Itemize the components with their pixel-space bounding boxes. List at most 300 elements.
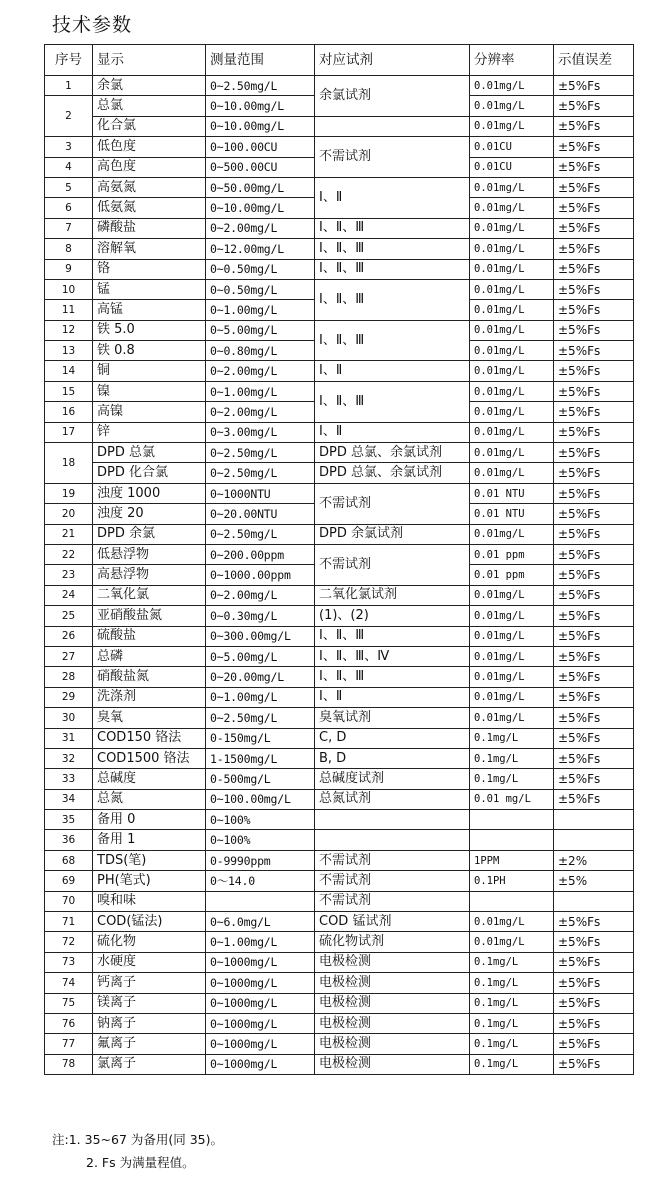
cell-reagent: Ⅰ、Ⅱ、Ⅲ (315, 381, 470, 422)
cell-display: 高锰 (93, 300, 206, 320)
cell-error: ±5%Fs (554, 341, 634, 361)
cell-reagent: 电极检测 (315, 1034, 470, 1054)
cell-error (554, 891, 634, 911)
cell-display: 低色度 (93, 137, 206, 157)
cell-range: 0~1.00mg/L (206, 381, 315, 401)
cell-range: 0~200.00ppm (206, 544, 315, 564)
cell-reagent: 电极检测 (315, 952, 470, 972)
cell-reagent: Ⅰ、Ⅱ、Ⅲ (315, 218, 470, 238)
cell-resolution: 0.01mg/L (470, 279, 554, 299)
cell-range: 0~0.80mg/L (206, 341, 315, 361)
cell-resolution: 0.01mg/L (470, 606, 554, 626)
cell-error: ±5%Fs (554, 239, 634, 259)
cell-resolution: 0.1mg/L (470, 973, 554, 993)
cell-display: 氯离子 (93, 1054, 206, 1074)
cell-no: 69 (45, 871, 93, 891)
cell-display: 亚硝酸盐氮 (93, 606, 206, 626)
cell-resolution: 0.01mg/L (470, 912, 554, 932)
cell-no: 21 (45, 524, 93, 544)
cell-no: 68 (45, 850, 93, 870)
cell-resolution: 0.01mg/L (470, 361, 554, 381)
cell-resolution: 0.01mg/L (470, 626, 554, 646)
table-row (45, 544, 634, 564)
cell-no: 18 (45, 443, 93, 484)
spec-table (44, 44, 634, 1075)
cell-error: ±5% (554, 871, 634, 891)
cell-range: 0-150mg/L (206, 728, 315, 748)
cell-resolution: 0.1mg/L (470, 1054, 554, 1074)
cell-display: 钠离子 (93, 1013, 206, 1033)
cell-display: 锌 (93, 422, 206, 442)
table-row (45, 932, 634, 952)
cell-no: 36 (45, 830, 93, 850)
cell-no: 70 (45, 891, 93, 911)
cell-range: 0~20.00mg/L (206, 667, 315, 687)
cell-no: 71 (45, 912, 93, 932)
cell-display: 镍 (93, 381, 206, 401)
cell-reagent: Ⅰ、Ⅱ、Ⅲ (315, 667, 470, 687)
cell-error (554, 810, 634, 830)
cell-resolution: 0.01 mg/L (470, 789, 554, 809)
cell-reagent: DPD 总氯、余氯试剂 (315, 443, 470, 463)
cell-error: ±2% (554, 850, 634, 870)
cell-display: 硫酸盐 (93, 626, 206, 646)
cell-display: 余氯 (93, 76, 206, 96)
cell-display: 溶解氧 (93, 239, 206, 259)
cell-no: 78 (45, 1054, 93, 1074)
cell-no: 22 (45, 544, 93, 564)
cell-no: 12 (45, 320, 93, 340)
cell-range: 0~10.00mg/L (206, 96, 315, 116)
table-row (45, 361, 634, 381)
cell-error: ±5%Fs (554, 687, 634, 707)
cell-display: PH(笔式) (93, 871, 206, 891)
cell-error: ±5%Fs (554, 259, 634, 279)
cell-error: ±5%Fs (554, 157, 634, 177)
cell-reagent: Ⅰ、Ⅱ (315, 687, 470, 707)
cell-range: 0~2.00mg/L (206, 402, 315, 422)
cell-range: 0~5.00mg/L (206, 320, 315, 340)
table-row (45, 137, 634, 157)
cell-display: 硝酸盐氮 (93, 667, 206, 687)
cell-display: 锰 (93, 279, 206, 299)
cell-display: 铁 0.8 (93, 341, 206, 361)
cell-range: 0~100% (206, 810, 315, 830)
cell-error: ±5%Fs (554, 504, 634, 524)
table-row (45, 728, 634, 748)
cell-no: 28 (45, 667, 93, 687)
cell-resolution: 0.1PH (470, 871, 554, 891)
cell-reagent: 总碱度试剂 (315, 769, 470, 789)
table-row (45, 116, 634, 136)
table-row (45, 483, 634, 503)
cell-no: 15 (45, 381, 93, 401)
cell-no: 7 (45, 218, 93, 238)
cell-reagent: Ⅰ、Ⅱ (315, 422, 470, 442)
cell-display: 浊度 20 (93, 504, 206, 524)
cell-error: ±5%Fs (554, 443, 634, 463)
cell-no: 32 (45, 748, 93, 768)
table-row (45, 912, 634, 932)
cell-no: 23 (45, 565, 93, 585)
cell-no: 1 (45, 76, 93, 96)
cell-range: 0~2.00mg/L (206, 585, 315, 605)
table-row (45, 789, 634, 809)
cell-no: 19 (45, 483, 93, 503)
cell-error: ±5%Fs (554, 912, 634, 932)
cell-no: 72 (45, 932, 93, 952)
cell-no: 25 (45, 606, 93, 626)
cell-no: 34 (45, 789, 93, 809)
cell-resolution: 0.01 ppm (470, 565, 554, 585)
table-row (45, 850, 634, 870)
cell-display: 总氮 (93, 789, 206, 809)
cell-error: ±5%Fs (554, 1013, 634, 1033)
cell-range: 0~1000mg/L (206, 973, 315, 993)
cell-reagent: DPD 总氯、余氯试剂 (315, 463, 470, 483)
cell-range: 0~500.00CU (206, 157, 315, 177)
cell-resolution: 0.1mg/L (470, 769, 554, 789)
cell-reagent (315, 116, 470, 136)
header-display: 显示 (93, 45, 206, 76)
cell-reagent: Ⅰ、Ⅱ、Ⅲ (315, 320, 470, 361)
cell-error: ±5%Fs (554, 728, 634, 748)
cell-display: 化合氯 (93, 116, 206, 136)
cell-error: ±5%Fs (554, 320, 634, 340)
cell-range: 0~0.50mg/L (206, 259, 315, 279)
table-row (45, 585, 634, 605)
cell-display: 浊度 1000 (93, 483, 206, 503)
header-resolution: 分辨率 (470, 45, 554, 76)
cell-error: ±5%Fs (554, 1054, 634, 1074)
cell-display: COD1500 铬法 (93, 748, 206, 768)
cell-reagent: C, D (315, 728, 470, 748)
cell-no: 76 (45, 1013, 93, 1033)
table-row (45, 443, 634, 463)
cell-range: 0～14.0 (206, 871, 315, 891)
cell-no: 13 (45, 341, 93, 361)
cell-display: DPD 总氯 (93, 443, 206, 463)
cell-error: ±5%Fs (554, 973, 634, 993)
cell-display: 高氨氮 (93, 177, 206, 197)
cell-range: 0~2.00mg/L (206, 218, 315, 238)
cell-display: 低氨氮 (93, 198, 206, 218)
header-error: 示值误差 (554, 45, 634, 76)
table-row (45, 993, 634, 1013)
table-row (45, 748, 634, 768)
table-row (45, 667, 634, 687)
cell-resolution: 0.01 ppm (470, 544, 554, 564)
cell-no: 74 (45, 973, 93, 993)
cell-reagent: COD 锰试剂 (315, 912, 470, 932)
table-row (45, 708, 634, 728)
cell-range: 0~0.50mg/L (206, 279, 315, 299)
cell-resolution: 0.01mg/L (470, 218, 554, 238)
cell-range: 0~1000mg/L (206, 952, 315, 972)
cell-error: ±5%Fs (554, 137, 634, 157)
cell-no: 4 (45, 157, 93, 177)
cell-range: 0~3.00mg/L (206, 422, 315, 442)
cell-range: 0~10.00mg/L (206, 198, 315, 218)
cell-range: 0~2.50mg/L (206, 524, 315, 544)
cell-range: 0~0.30mg/L (206, 606, 315, 626)
cell-reagent: 不需试剂 (315, 483, 470, 524)
cell-display: 洗涤剂 (93, 687, 206, 707)
cell-no: 8 (45, 239, 93, 259)
cell-resolution: 0.01mg/L (470, 524, 554, 544)
cell-no: 75 (45, 993, 93, 1013)
cell-range: 0~2.50mg/L (206, 76, 315, 96)
cell-error: ±5%Fs (554, 483, 634, 503)
cell-no: 9 (45, 259, 93, 279)
cell-no: 17 (45, 422, 93, 442)
table-row (45, 810, 634, 830)
cell-error: ±5%Fs (554, 626, 634, 646)
cell-reagent: 不需试剂 (315, 544, 470, 585)
cell-resolution: 0.01mg/L (470, 341, 554, 361)
cell-display: 总氯 (93, 96, 206, 116)
cell-resolution (470, 891, 554, 911)
cell-range: 0~1000NTU (206, 483, 315, 503)
cell-error: ±5%Fs (554, 96, 634, 116)
cell-error: ±5%Fs (554, 565, 634, 585)
cell-reagent: Ⅰ、Ⅱ、Ⅲ (315, 626, 470, 646)
cell-resolution: 0.01mg/L (470, 300, 554, 320)
cell-no: 29 (45, 687, 93, 707)
table-row (45, 891, 634, 911)
cell-resolution: 0.01mg/L (470, 96, 554, 116)
cell-error: ±5%Fs (554, 789, 634, 809)
cell-reagent: 二氧化氯试剂 (315, 585, 470, 605)
cell-reagent (315, 810, 470, 830)
cell-resolution: 0.01mg/L (470, 708, 554, 728)
table-row (45, 422, 634, 442)
cell-no: 2 (45, 96, 93, 137)
cell-reagent: 硫化物试剂 (315, 932, 470, 952)
cell-display: 铬 (93, 259, 206, 279)
cell-error: ±5%Fs (554, 769, 634, 789)
cell-no: 16 (45, 402, 93, 422)
cell-reagent: Ⅰ、Ⅱ (315, 361, 470, 381)
cell-no: 10 (45, 279, 93, 299)
table-row (45, 381, 634, 401)
cell-display: COD150 铬法 (93, 728, 206, 748)
cell-reagent: 不需试剂 (315, 871, 470, 891)
cell-range: 0~1000mg/L (206, 993, 315, 1013)
table-row (45, 1054, 634, 1074)
cell-display: TDS(笔) (93, 850, 206, 870)
cell-no: 24 (45, 585, 93, 605)
cell-no: 14 (45, 361, 93, 381)
cell-display: 铁 5.0 (93, 320, 206, 340)
header-range: 测量范围 (206, 45, 315, 76)
cell-error: ±5%Fs (554, 993, 634, 1013)
table-row (45, 177, 634, 197)
cell-resolution: 0.01mg/L (470, 667, 554, 687)
cell-error: ±5%Fs (554, 116, 634, 136)
cell-error: ±5%Fs (554, 198, 634, 218)
cell-range: 0~10.00mg/L (206, 116, 315, 136)
cell-reagent: Ⅰ、Ⅱ、Ⅲ (315, 239, 470, 259)
cell-display: 臭氧 (93, 708, 206, 728)
cell-range: 0~300.00mg/L (206, 626, 315, 646)
cell-reagent: Ⅰ、Ⅱ、Ⅲ、Ⅳ (315, 646, 470, 666)
cell-resolution: 0.01mg/L (470, 687, 554, 707)
table-row (45, 606, 634, 626)
cell-reagent: 电极检测 (315, 1013, 470, 1033)
cell-reagent: 电极检测 (315, 1054, 470, 1074)
cell-range: 0~12.00mg/L (206, 239, 315, 259)
table-row (45, 687, 634, 707)
cell-resolution: 0.1mg/L (470, 952, 554, 972)
table-row (45, 239, 634, 259)
cell-resolution: 0.01CU (470, 157, 554, 177)
cell-error: ±5%Fs (554, 402, 634, 422)
cell-display: 硫化物 (93, 932, 206, 952)
cell-error: ±5%Fs (554, 932, 634, 952)
cell-resolution: 0.01mg/L (470, 422, 554, 442)
table-row (45, 259, 634, 279)
cell-resolution (470, 810, 554, 830)
cell-resolution: 0.01mg/L (470, 320, 554, 340)
cell-display: 高悬浮物 (93, 565, 206, 585)
cell-no: 20 (45, 504, 93, 524)
cell-resolution: 0.01CU (470, 137, 554, 157)
cell-range: 0~2.50mg/L (206, 708, 315, 728)
cell-no: 5 (45, 177, 93, 197)
cell-range: 0~5.00mg/L (206, 646, 315, 666)
cell-error: ±5%Fs (554, 544, 634, 564)
cell-display: 钙离子 (93, 973, 206, 993)
cell-error: ±5%Fs (554, 381, 634, 401)
cell-error: ±5%Fs (554, 708, 634, 728)
cell-no: 11 (45, 300, 93, 320)
cell-range (206, 891, 315, 911)
cell-resolution: 0.01 NTU (470, 483, 554, 503)
table-row (45, 871, 634, 891)
cell-resolution: 0.1mg/L (470, 1034, 554, 1054)
cell-reagent: 余氯试剂 (315, 76, 470, 117)
cell-display: 嗅和味 (93, 891, 206, 911)
cell-resolution: 0.01mg/L (470, 76, 554, 96)
cell-display: 总碱度 (93, 769, 206, 789)
cell-no: 73 (45, 952, 93, 972)
cell-display: 镁离子 (93, 993, 206, 1013)
cell-resolution: 0.01mg/L (470, 585, 554, 605)
cell-range: 0~1000mg/L (206, 1054, 315, 1074)
cell-display: 磷酸盐 (93, 218, 206, 238)
cell-reagent: 不需试剂 (315, 891, 470, 911)
cell-error: ±5%Fs (554, 646, 634, 666)
footnote-1: 注:1. 35~67 为备用(同 35)。 (52, 1132, 224, 1147)
cell-range: 0~1.00mg/L (206, 300, 315, 320)
cell-resolution: 0.1mg/L (470, 748, 554, 768)
document-title: 技术参数 (52, 14, 133, 36)
cell-resolution: 0.01mg/L (470, 443, 554, 463)
cell-resolution (470, 830, 554, 850)
cell-reagent: B, D (315, 748, 470, 768)
cell-resolution: 0.01mg/L (470, 381, 554, 401)
table-row (45, 646, 634, 666)
cell-error: ±5%Fs (554, 422, 634, 442)
cell-reagent: 电极检测 (315, 973, 470, 993)
cell-error: ±5%Fs (554, 952, 634, 972)
cell-no: 27 (45, 646, 93, 666)
cell-display: 低悬浮物 (93, 544, 206, 564)
cell-error: ±5%Fs (554, 667, 634, 687)
cell-display: 总磷 (93, 646, 206, 666)
cell-resolution: 0.01mg/L (470, 116, 554, 136)
footnotes (52, 1128, 223, 1174)
cell-resolution: 0.1mg/L (470, 993, 554, 1013)
cell-no: 3 (45, 137, 93, 157)
cell-display: 高色度 (93, 157, 206, 177)
cell-range: 0~100% (206, 830, 315, 850)
cell-resolution: 0.01mg/L (470, 932, 554, 952)
cell-error: ±5%Fs (554, 279, 634, 299)
table-header-row (45, 45, 634, 76)
cell-resolution: 1PPM (470, 850, 554, 870)
cell-display: 水硬度 (93, 952, 206, 972)
cell-reagent: (1)、(2) (315, 606, 470, 626)
cell-resolution: 0.01mg/L (470, 463, 554, 483)
header-no: 序号 (45, 45, 93, 76)
cell-range: 0~1.00mg/L (206, 687, 315, 707)
table-row (45, 1034, 634, 1054)
cell-reagent: Ⅰ、Ⅱ、Ⅲ (315, 259, 470, 279)
cell-range: 0~1.00mg/L (206, 932, 315, 952)
cell-display: 高镍 (93, 402, 206, 422)
cell-range: 0~50.00mg/L (206, 177, 315, 197)
cell-display: 二氧化氯 (93, 585, 206, 605)
cell-resolution: 0.01 NTU (470, 504, 554, 524)
cell-no: 6 (45, 198, 93, 218)
footnote-2: 2. Fs 为满量程值。 (86, 1155, 195, 1170)
cell-reagent: 不需试剂 (315, 137, 470, 178)
cell-range: 0~1000.00ppm (206, 565, 315, 585)
cell-no: 30 (45, 708, 93, 728)
cell-error: ±5%Fs (554, 524, 634, 544)
cell-error: ±5%Fs (554, 463, 634, 483)
cell-display: COD(锰法) (93, 912, 206, 932)
cell-range: 1-1500mg/L (206, 748, 315, 768)
cell-range: 0~6.0mg/L (206, 912, 315, 932)
cell-error (554, 830, 634, 850)
cell-error: ±5%Fs (554, 606, 634, 626)
cell-resolution: 0.01mg/L (470, 646, 554, 666)
table-row (45, 279, 634, 299)
cell-no: 33 (45, 769, 93, 789)
cell-resolution: 0.01mg/L (470, 177, 554, 197)
cell-reagent: DPD 余氯试剂 (315, 524, 470, 544)
cell-no: 77 (45, 1034, 93, 1054)
cell-range: 0~2.50mg/L (206, 463, 315, 483)
table-row (45, 952, 634, 972)
cell-range: 0~20.00NTU (206, 504, 315, 524)
cell-range: 0~100.00mg/L (206, 789, 315, 809)
cell-resolution: 0.01mg/L (470, 198, 554, 218)
table-row (45, 1013, 634, 1033)
header-reagent: 对应试剂 (315, 45, 470, 76)
cell-error: ±5%Fs (554, 585, 634, 605)
cell-display: DPD 化合氯 (93, 463, 206, 483)
cell-resolution: 0.01mg/L (470, 239, 554, 259)
cell-reagent: 不需试剂 (315, 850, 470, 870)
table-row (45, 769, 634, 789)
cell-range: 0~2.00mg/L (206, 361, 315, 381)
cell-resolution: 0.1mg/L (470, 1013, 554, 1033)
table-row (45, 463, 634, 483)
